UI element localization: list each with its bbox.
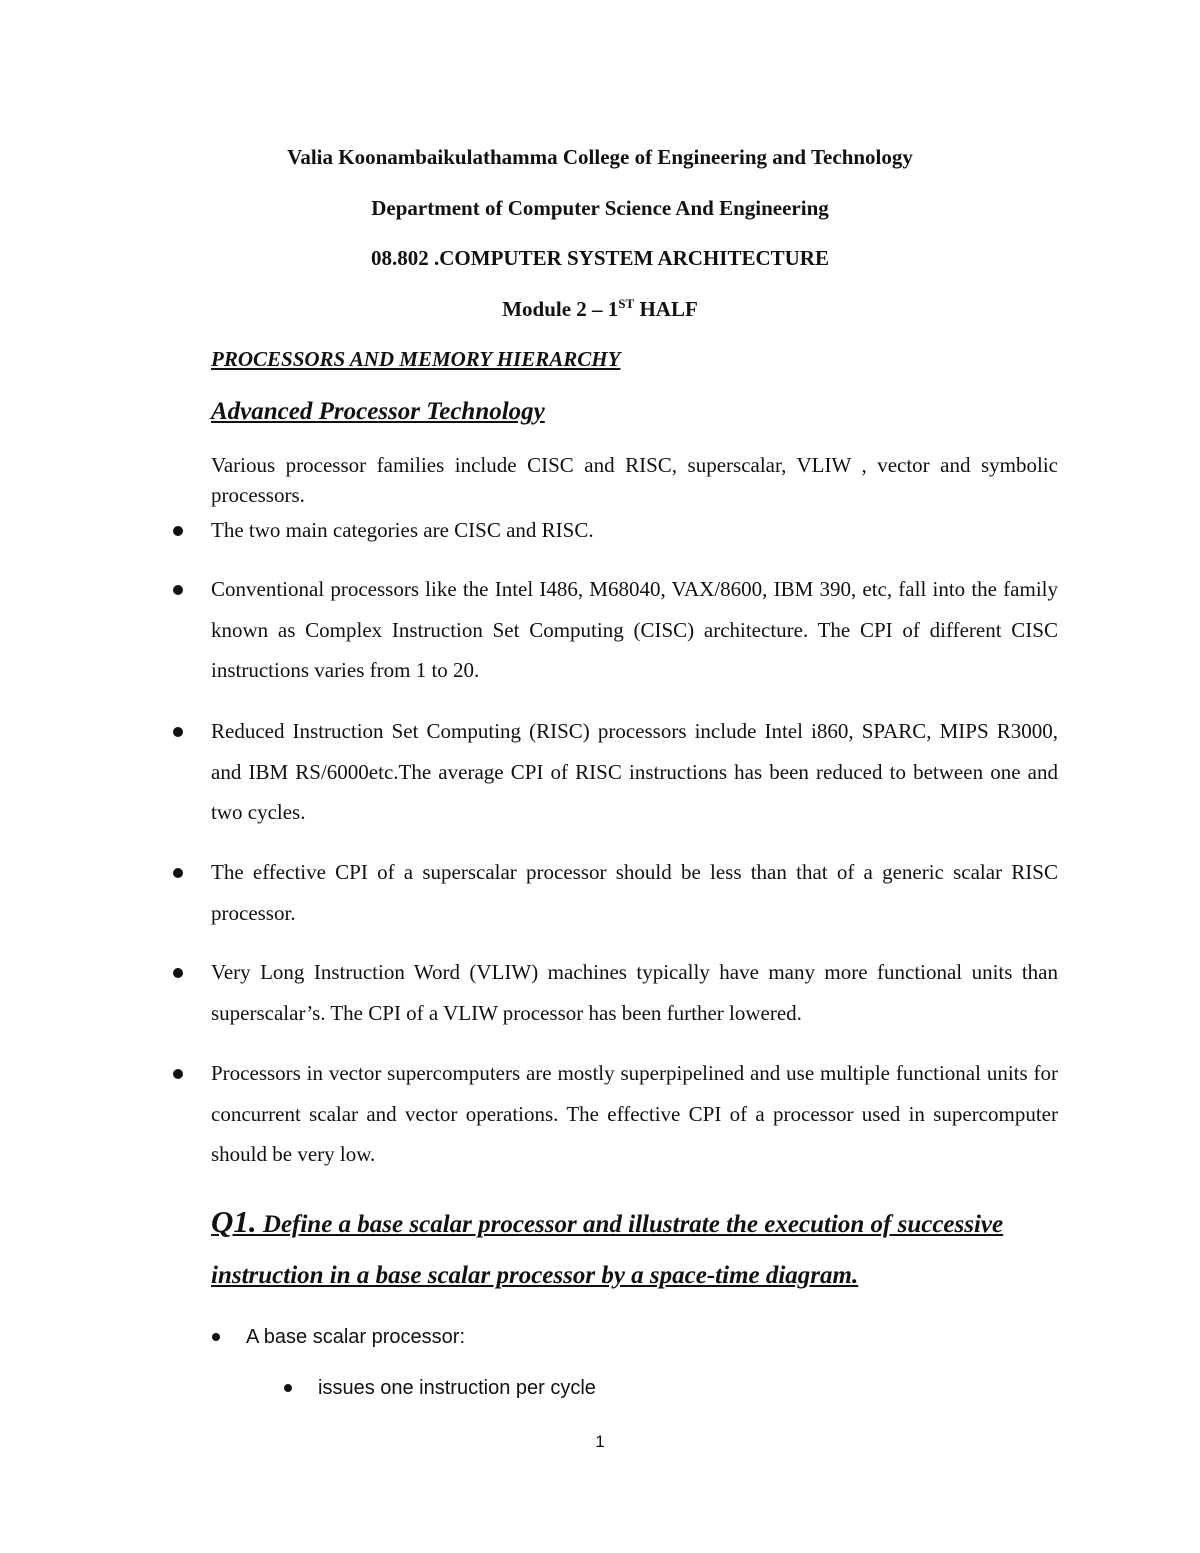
subsection-title: Advanced Processor Technology [211, 398, 545, 425]
intro-paragraph: Various processor families include CISC and RISC, superscalar, VLIW , vector and symbolic processors. [211, 453, 1058, 507]
bullet-item: Reduced Instruction Set Computing (RISC) processors include Intel i860, SPARC, MIPS R3000, and IBM RS/6000etc.The average CPI of RISC instructions has been reduced to between one and two cycles. [211, 719, 1058, 824]
bullet-icon [212, 1333, 220, 1341]
question-text: Define a base scalar processor and illustrate the execution of successive instruction in a base scalar processor by a space-time diagram. [211, 1211, 1004, 1289]
college-name: Valia Koonambaikulathamma College of Engineering and Technology [287, 145, 913, 169]
bullet-item: The two main categories are CISC and RISC. [211, 518, 594, 542]
page-number: 1 [595, 1432, 605, 1451]
bullet-icon [173, 868, 183, 878]
answer-level1: A base scalar processor: [246, 1326, 465, 1348]
bullet-icon [173, 526, 183, 536]
module-superscript: ST [618, 296, 635, 311]
answer-level2: issues one instruction per cycle [318, 1377, 596, 1399]
module-prefix: Module 2 – 1 [502, 297, 619, 321]
module-suffix: HALF [634, 297, 698, 321]
question-number: Q1. [211, 1204, 257, 1239]
bullet-item: Processors in vector supercomputers are mostly superpipelined and use multiple functional units for concurrent scalar and vector operations. The effective CPI of a processor used in supercomputer should be very low. [211, 1061, 1058, 1166]
bullet-item: The effective CPI of a superscalar processor should be less than that of a generic scalar RISC processor. [211, 860, 1058, 925]
bullet-icon [284, 1384, 292, 1392]
module-title [0, 296, 1200, 322]
bullet-icon [173, 727, 183, 737]
bullet-icon [173, 1069, 183, 1079]
question-heading [211, 1196, 1091, 1301]
bullet-item: Very Long Instruction Word (VLIW) machines typically have many more functional units than superscalar’s. The CPI of a VLIW processor has been further lowered. [211, 960, 1058, 1025]
section-title: PROCESSORS AND MEMORY HIERARCHY [211, 347, 621, 371]
bullet-item: Conventional processors like the Intel I486, M68040, VAX/8600, IBM 390, etc, fall into the family known as Complex Instruction Set Computing (CISC) architecture. The CPI of different CISC instructions varies from 1 to 20. [211, 577, 1058, 682]
bullet-icon [173, 968, 183, 978]
department-name: Department of Computer Science And Engineering [371, 196, 829, 220]
course-title: 08.802 .COMPUTER SYSTEM ARCHITECTURE [371, 246, 829, 270]
bullet-icon [173, 585, 183, 595]
